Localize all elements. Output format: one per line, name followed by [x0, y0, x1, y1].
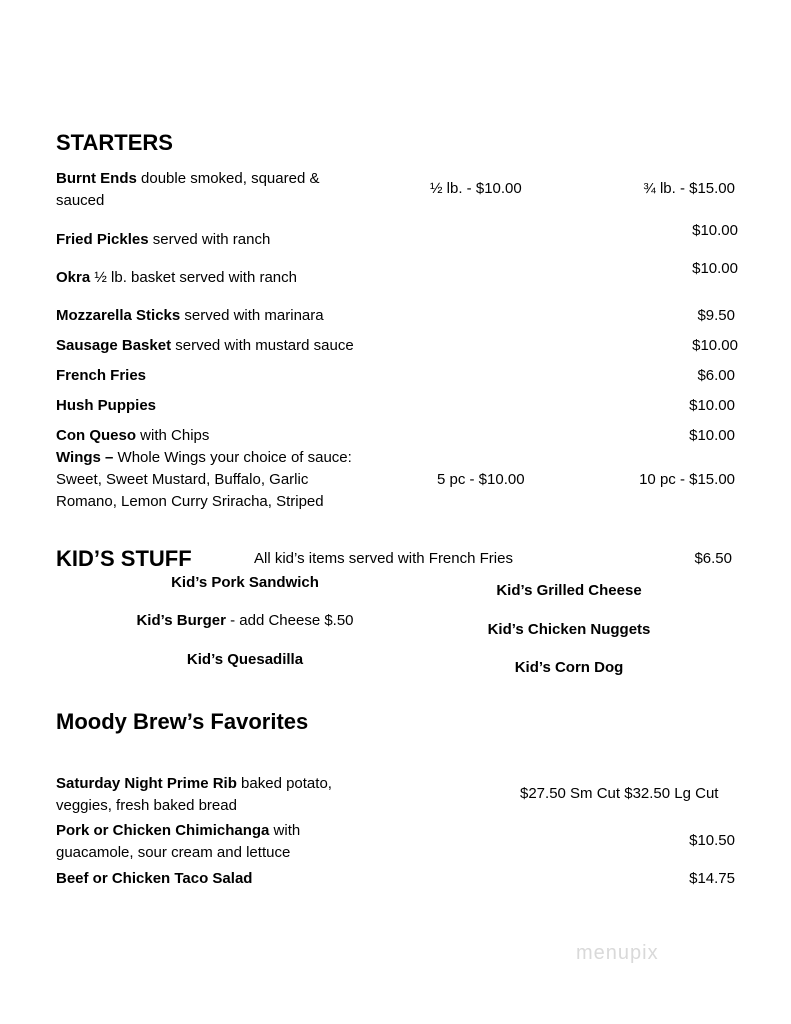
kids-grilled-cheese: Kid’s Grilled Cheese: [496, 582, 642, 599]
con-queso-name: Con Queso: [56, 427, 137, 444]
kids-burger-addon: - add Cheese $.50: [225, 612, 354, 629]
taco-salad-item: [56, 868, 252, 890]
favorites-heading: Moody Brew’s Favorites: [56, 709, 309, 734]
hush-puppies-price: $10.00: [689, 397, 735, 414]
wings-item: [56, 447, 352, 513]
con-queso-item: [56, 425, 209, 447]
fried-pickles-desc: served with ranch: [148, 231, 271, 248]
kids-quesadilla: Kid’s Quesadilla: [186, 651, 304, 668]
fried-pickles-price: $10.00: [692, 222, 738, 239]
okra-name: Okra: [56, 269, 91, 286]
kids-price: $6.50: [694, 550, 732, 567]
wings-price-10: 10 pc - $15.00: [639, 471, 735, 488]
kids-burger-name: Kid’s Burger: [136, 612, 226, 629]
kids-heading: KID’S STUFF: [56, 546, 192, 571]
mozzarella-desc: served with marinara: [180, 307, 324, 324]
kids-chicken-nuggets: Kid’s Chicken Nuggets: [487, 621, 651, 638]
prime-rib-price: $27.50 Sm Cut $32.50 Lg Cut: [520, 785, 719, 802]
sausage-desc: served with mustard sauce: [171, 337, 354, 354]
sausage-name: Sausage Basket: [56, 337, 172, 354]
okra-price: $10.00: [692, 260, 738, 277]
kids-pork-sandwich: Kid’s Pork Sandwich: [171, 574, 319, 591]
menupix-watermark: menupix: [576, 942, 659, 964]
prime-rib-item: [56, 773, 332, 817]
fried-pickles-name: Fried Pickles: [56, 231, 149, 248]
burnt-ends-price-half: ½ lb. - $10.00: [430, 180, 522, 197]
taco-salad-name: Beef or Chicken Taco Salad: [56, 870, 253, 887]
burnt-ends-name: Burnt Ends: [56, 170, 137, 187]
mozzarella-price: $9.50: [697, 307, 735, 324]
kids-burger: [115, 612, 375, 629]
burnt-ends-item: [56, 168, 319, 212]
burnt-ends-desc-2: sauced: [56, 192, 105, 209]
wings-price-5: 5 pc - $10.00: [437, 471, 525, 488]
mozzarella-item: [56, 305, 324, 327]
kids-corn-dog: Kid’s Corn Dog: [514, 659, 624, 676]
fried-pickles-item: [56, 229, 270, 251]
sausage-price: $10.00: [692, 337, 738, 354]
sausage-item: [56, 335, 354, 357]
kids-note: All kid’s items served with French Fries: [254, 550, 513, 567]
prime-rib-desc-2: veggies, fresh baked bread: [56, 797, 237, 814]
chimichanga-price: $10.50: [689, 832, 735, 849]
fries-price: $6.00: [697, 367, 735, 384]
mozzarella-name: Mozzarella Sticks: [56, 307, 181, 324]
fries-name: French Fries: [56, 367, 147, 384]
wings-desc-2: Sweet, Sweet Mustard, Buffalo, Garlic: [56, 471, 309, 488]
chimichanga-item: [56, 820, 300, 864]
chimichanga-desc-2: guacamole, sour cream and lettuce: [56, 844, 291, 861]
prime-rib-desc-1: baked potato,: [236, 775, 332, 792]
taco-salad-price: $14.75: [689, 870, 735, 887]
wings-name: Wings –: [56, 449, 114, 466]
prime-rib-name: Saturday Night Prime Rib: [56, 775, 237, 792]
fries-item: [56, 365, 146, 387]
okra-item: [56, 267, 297, 289]
chimichanga-desc-1: with: [269, 822, 301, 839]
starters-heading: STARTERS: [56, 130, 173, 155]
okra-desc: ½ lb. basket served with ranch: [90, 269, 297, 286]
chimichanga-name: Pork or Chicken Chimichanga: [56, 822, 270, 839]
wings-desc-3: Romano, Lemon Curry Sriracha, Striped: [56, 493, 324, 510]
wings-desc-1: Whole Wings your choice of sauce:: [113, 449, 352, 466]
con-queso-desc: with Chips: [136, 427, 210, 444]
hush-puppies-name: Hush Puppies: [56, 397, 157, 414]
hush-puppies-item: [56, 395, 156, 417]
burnt-ends-price-three-quarter: ¾ lb. - $15.00: [643, 180, 735, 197]
burnt-ends-desc: double smoked, squared &: [136, 170, 320, 187]
con-queso-price: $10.00: [689, 427, 735, 444]
